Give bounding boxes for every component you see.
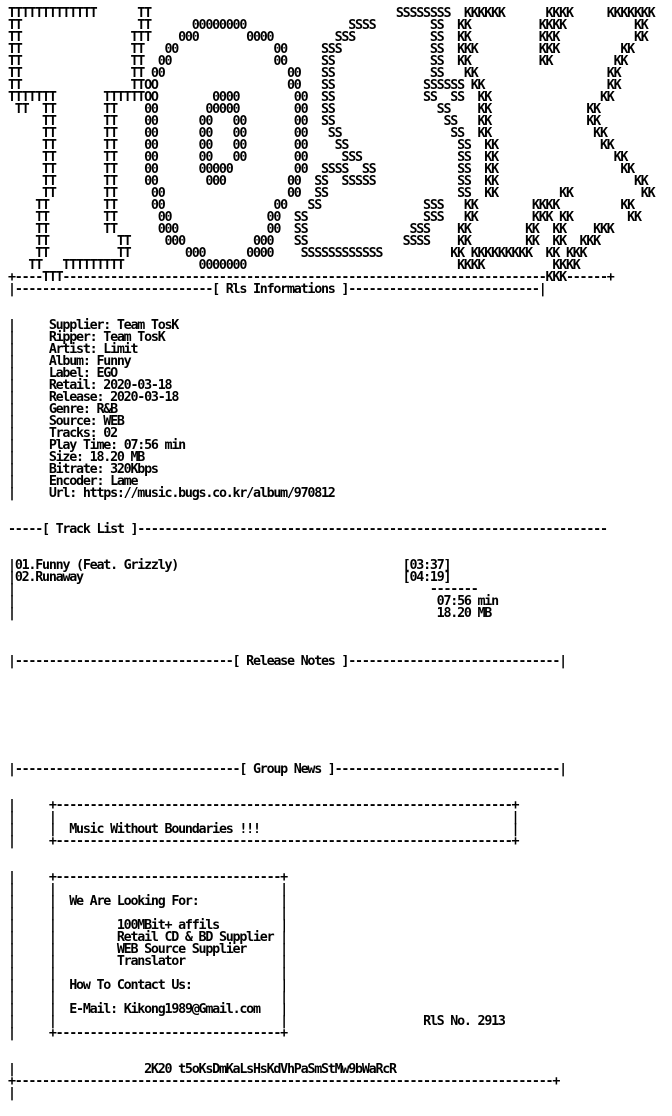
- email-label: E-Mail:: [69, 1002, 117, 1017]
- info-row: | Artist: Limit: [8, 342, 138, 357]
- motto-text: Music Without Boundaries !!!: [69, 822, 260, 837]
- track-time: [04:19]: [402, 570, 451, 585]
- motto-box-border: +-------------------------------------------------------------------+: [48, 798, 519, 813]
- info-row: | Bitrate: 320Kbps: [8, 462, 158, 477]
- blank-line: [8, 500, 664, 512]
- motto-row: | | Music Without Boundaries !!! |: [8, 822, 519, 837]
- info-label: Url: [48, 486, 70, 501]
- track-row: |02.Runaway [04:19]: [8, 570, 451, 585]
- info-value: Funny: [96, 354, 131, 369]
- info-row: | Source: WEB: [8, 414, 124, 429]
- info-label: Retail: [48, 378, 90, 393]
- blank-line: [8, 716, 664, 728]
- section-title-track-list: -----[ Track List ]---------------------------------------------------------------------: [8, 522, 607, 537]
- looking-box-side: | | |: [8, 882, 287, 897]
- logo-art-row: TT TT TT 00 00000 00 SS SS KK KK: [8, 102, 600, 117]
- info-row: | Album: Funny: [8, 354, 131, 369]
- blank-line: [8, 1040, 664, 1052]
- info-label: Play Time: [48, 438, 111, 453]
- info-label: Artist: [48, 342, 90, 357]
- logo-art-row: TT TT 00 00 00 00 SS SS KK KK: [8, 138, 614, 153]
- info-label: Encoder: [48, 474, 97, 489]
- info-label: Tracks: [48, 426, 90, 441]
- info-value: Lame: [110, 474, 138, 489]
- blank-line: [8, 632, 664, 644]
- blank-line: [8, 776, 664, 788]
- section-title-group-news: ---------------------------------[ Group News ]---------------------------------: [14, 762, 560, 777]
- blank-line: [8, 296, 664, 308]
- info-value: Team TosK: [116, 318, 179, 333]
- info-label: Release: [48, 390, 97, 405]
- looking-for-row: | | WEB Source Supplier |: [8, 942, 287, 957]
- info-row: | Label: EGO: [8, 366, 117, 381]
- looking-box-bottom: | +---------------------------------+: [8, 1026, 287, 1041]
- info-value: Limit: [103, 342, 138, 357]
- section-title-rls-info: -----------------------------[ Rls Informations ]----------------------------: [14, 282, 539, 297]
- track-time: [03:37]: [402, 558, 451, 573]
- logo-art-row: TT TT 00 00 SS SSS KK KKK KK KK: [8, 210, 641, 225]
- logo-art-row: TT TTTTTTTTT 0000000 KKKK KKKK: [8, 258, 580, 273]
- info-row: | Encoder: Lame: [8, 474, 138, 489]
- logo-art-row: TT TT 00 00 SSS SS KKK KKK KK: [8, 42, 634, 57]
- blank-line: [8, 740, 664, 752]
- total-size: 18.20 MB: [436, 606, 492, 621]
- looking-box-side: | | |: [8, 966, 287, 981]
- track-divider: | -------: [8, 582, 478, 597]
- logo-art-row: TTTTTTT TTTTTTOO 0000 00 SS SS SS KK KK: [8, 90, 614, 105]
- footer-code-row: | 2K20 t5oKsDmKaLsHsKdVhPaSmStMw9bWaRcR: [8, 1062, 396, 1077]
- nfo-document: [8, 8, 664, 1100]
- blank-line: [8, 704, 664, 716]
- motto-box-bottom: | +-------------------------------------------------------------------+: [8, 834, 519, 849]
- info-value: WEB: [103, 414, 124, 429]
- looking-box-top: | +---------------------------------+: [8, 870, 287, 885]
- info-value: 2020-03-18: [103, 378, 172, 393]
- info-row: | Play Time: 07:56 min: [8, 438, 185, 453]
- info-label: Source: [48, 414, 90, 429]
- looking-for-item: 100MBit+ affils: [116, 918, 219, 933]
- info-value: 07:56 min: [123, 438, 185, 453]
- email-row: | | E-Mail: Kikong1989@Gmail.com |: [8, 1002, 288, 1017]
- blank-line: [8, 692, 664, 704]
- info-row: | Supplier: Team TosK: [8, 318, 179, 333]
- rls-number-label: RlS No.: [423, 1014, 471, 1029]
- info-label: Genre: [48, 402, 83, 417]
- looking-for-row: | | 100MBit+ affils |: [8, 918, 287, 933]
- contact-heading: How To Contact Us:: [69, 978, 192, 993]
- logo-art-row: TT TTOO 00 SS SSSSSS KK KK: [8, 78, 621, 93]
- info-row: | Tracks: 02: [8, 426, 117, 441]
- info-value: 320Kbps: [110, 462, 158, 477]
- info-row: | Ripper: Team TosK: [8, 330, 165, 345]
- looking-box-side: | | |: [8, 906, 287, 921]
- looking-for-item: Translator: [116, 954, 185, 969]
- logo-art-row: TT TT 00 00 00 00 SS SS KK KK: [8, 114, 600, 129]
- info-row: | Size: 18.20 MB: [8, 450, 145, 465]
- blank-line: [8, 848, 664, 860]
- section-release-notes: |--------------------------------[ Release Notes ]-------------------------------|: [8, 654, 566, 669]
- info-value: 02: [103, 426, 117, 441]
- looking-box-border: +---------------------------------+: [48, 870, 287, 885]
- logo-art-row: TT TT 00 00000 00 SSSS SS SS KK KK: [8, 162, 634, 177]
- looking-for-row: | | Retail CD & BD Supplier |: [8, 930, 287, 945]
- logo-art-row: TT TT 00000000 SSSS SS KK KKKK KK: [8, 18, 648, 33]
- motto-box-border: +-------------------------------------------------------------------+: [48, 834, 519, 849]
- logo-art-row: TT TTT 000 0000 SSS SS KK KKK KK: [8, 30, 648, 45]
- blank-line: [8, 668, 664, 680]
- info-label: Ripper: [48, 330, 90, 345]
- looking-for-row: | | Translator |: [8, 954, 287, 969]
- motto-box-top: | +-------------------------------------------------------------------+: [8, 798, 519, 813]
- info-row: | Url: https://music.bugs.co.kr/album/970812: [8, 486, 335, 501]
- blank-line: [8, 536, 664, 548]
- info-value: R&B: [96, 402, 117, 417]
- motto-box-side: | | |: [8, 810, 519, 825]
- info-value: EGO: [96, 366, 117, 381]
- info-label: Size: [48, 450, 77, 465]
- looking-box-border: +---------------------------------+: [48, 1026, 287, 1041]
- info-label: Supplier: [48, 318, 104, 333]
- email-link[interactable]: Kikong1989@Gmail.com: [123, 1002, 260, 1017]
- section-track-list: [8, 524, 664, 536]
- blank-line: [8, 728, 664, 740]
- info-row: | Release: 2020-03-18: [8, 390, 179, 405]
- rls-number: 2913: [477, 1014, 505, 1029]
- info-value[interactable]: https://music.bugs.co.kr/album/970812: [82, 486, 335, 501]
- track-row: |01.Funny (Feat. Grizzly) [03:37]: [8, 558, 451, 573]
- track-title: 01.Funny (Feat. Grizzly): [14, 558, 179, 573]
- info-label: Album: [48, 354, 83, 369]
- track-title: 02.Runaway: [14, 570, 83, 585]
- info-label: Label: [48, 366, 83, 381]
- section-rls-info: |-----------------------------[ Rls Informations ]----------------------------|: [8, 282, 546, 297]
- logo-art-row: TTTTTTTTTTTTT TT SSSSSSSS KKKKKK KKKK KKKKKKK: [8, 6, 655, 21]
- looking-box-side: | | |: [8, 990, 287, 1005]
- info-row: | Genre: R&B: [8, 402, 117, 417]
- logo-art-row: TT TT 000 00 SS SSS KK KK KK KKK: [8, 222, 614, 237]
- info-value: Team TosK: [103, 330, 165, 345]
- section-title-release-notes: --------------------------------[ Release Notes ]-------------------------------: [14, 654, 560, 669]
- section-group-news: |---------------------------------[ Group News ]---------------------------------|: [8, 762, 566, 777]
- looking-for-item: Retail CD & BD Supplier: [116, 930, 274, 945]
- footer-end: |: [8, 1086, 15, 1101]
- logo-art-row: TT TT 00 00 SS SS KK KK KK: [8, 54, 628, 69]
- footer-border: [8, 1076, 664, 1088]
- logo-art-row: TT TT 00 00 SS SSS KK KKKK KK: [8, 198, 634, 213]
- header-border-text: +----TTT-----------------------------------------------------------------------KKK------+: [8, 270, 614, 285]
- looking-heading-row: | | We Are Looking For: |: [8, 894, 287, 909]
- info-value: 18.20 MB: [89, 450, 145, 465]
- total-size-row: | 18.20 MB: [8, 606, 492, 621]
- footer-code: 2K20 t5oKsDmKaLsHsKdVhPaSmStMw9bWaRcR: [144, 1062, 396, 1077]
- logo-art-row: TT TT 000 0000 SSSSSSSSSSSS KK KKKKKKKKK KK KKK: [8, 246, 587, 261]
- track-divider-text: -------: [429, 582, 478, 597]
- footer-border-text: +-------------------------------------------------------------------------------+: [8, 1074, 560, 1089]
- total-time-row: | 07:56 min: [8, 594, 498, 609]
- info-value: 2020-03-18: [110, 390, 179, 405]
- info-label: Bitrate: [48, 462, 97, 477]
- looking-for-heading: We Are Looking For:: [69, 894, 199, 909]
- logo-art-row: TT TT 000 000 SS SSSS KK KK KK KKK: [8, 234, 600, 249]
- info-row: | Retail: 2020-03-18: [8, 378, 172, 393]
- logo-art-row: TT TT 00 000 00 SS SSSSS SS KK KK: [8, 174, 648, 189]
- logo-art-row: TT TT 00 00 00 00 SS SS KK KK: [8, 126, 607, 141]
- rls-number-row: | | | RlS No. 2913: [8, 1014, 505, 1029]
- contact-heading-row: | | How To Contact Us: |: [8, 978, 287, 993]
- logo-art-row: TT TT 00 00 SS SS KK KK: [8, 66, 621, 81]
- logo-art-row: TT TT 00 00 00 00 SSS SS KK KK: [8, 150, 628, 165]
- looking-for-item: WEB Source Supplier: [116, 942, 247, 957]
- total-time: 07:56 min: [436, 594, 498, 609]
- logo-art-row: TT TT 00 00 SS SS KK KK KK: [8, 186, 655, 201]
- blank-line: [8, 620, 664, 632]
- blank-line: [8, 680, 664, 692]
